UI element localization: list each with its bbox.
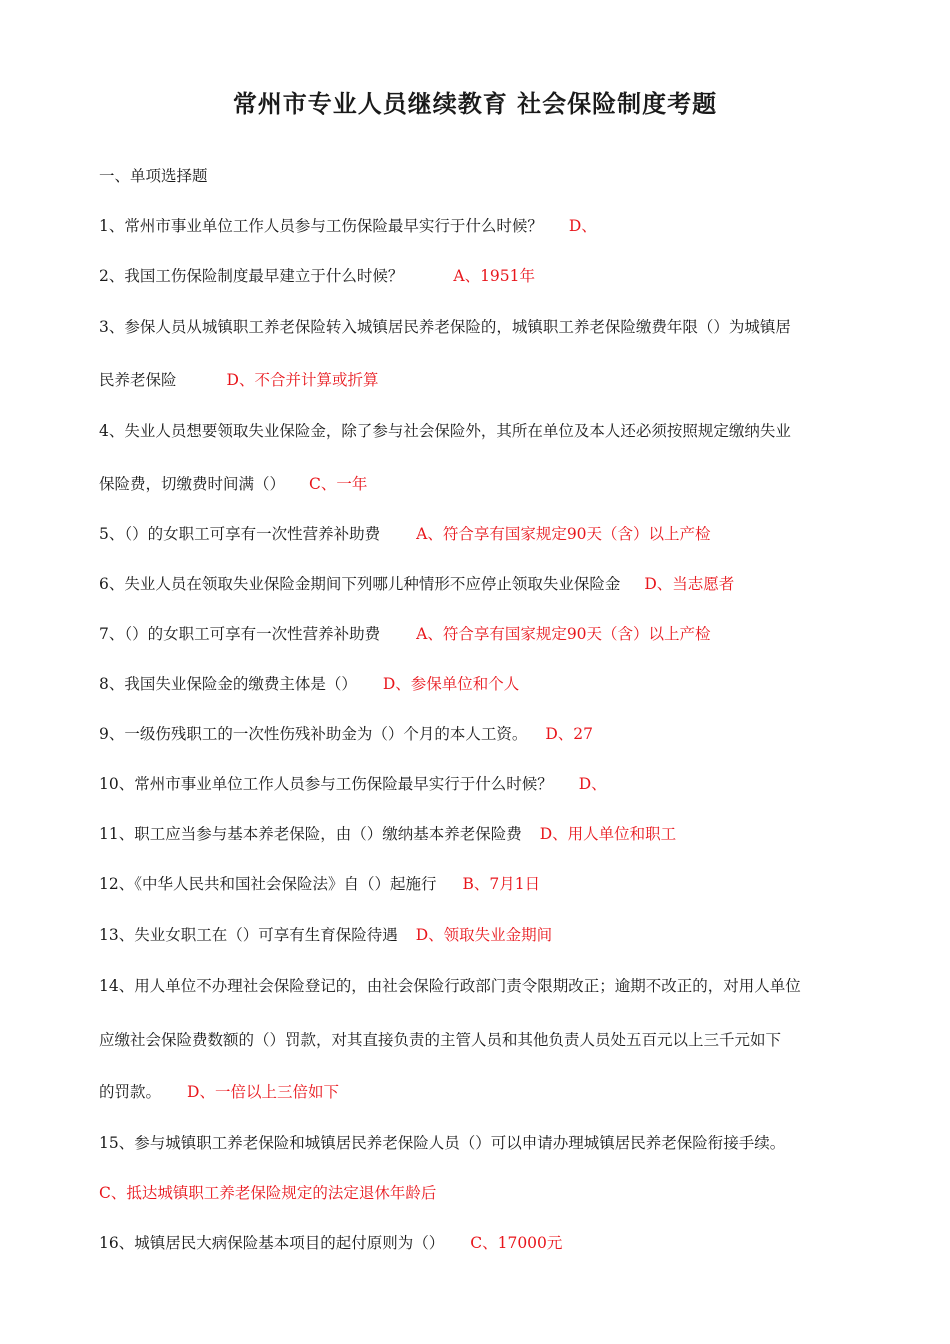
question-3 xyxy=(99,316,855,338)
question-text: 3、参保人员从城镇职工养老保险转入城镇居民养老保险的，城镇职工养老保险缴费年限（）为城镇居 xyxy=(99,318,791,336)
question-text: 10、常州市事业单位工作人员参与工伤保险最早实行于什么时候？ xyxy=(99,775,553,793)
question-12 xyxy=(99,873,855,895)
question-text: 保险费，切缴费时间满（） xyxy=(99,475,286,493)
answer: B、7月1日 xyxy=(462,875,541,893)
question-text: 11、职工应当参与基本养老保险，由（）缴纳基本养老保险费 xyxy=(99,825,522,843)
question-15-answer: C、抵达城镇职工养老保险规定的法定退休年龄后 xyxy=(99,1184,437,1202)
document-title: 常州市专业人员继续教育 社会保险制度考题 xyxy=(232,90,718,118)
question-text: 民养老保险 xyxy=(99,371,177,389)
answer: A、符合享有国家规定90天（含）以上产检 xyxy=(416,525,711,543)
answer: D、领取失业金期间 xyxy=(415,926,553,944)
answer: D、参保单位和个人 xyxy=(382,675,520,693)
question-text: 14、用人单位不办理社会保险登记的，由社会保险行政部门责令限期改正；逾期不改正的，对用人单位 xyxy=(99,977,801,995)
question-text: 4、失业人员想要领取失业保险金，除了参与社会保险外，其所在单位及本人还必须按照规定缴纳失业 xyxy=(99,422,791,440)
answer: D、不合并计算或折算 xyxy=(226,371,379,389)
answer: D、用人单位和职工 xyxy=(539,825,677,843)
question-text: 8、我国失业保险金的缴费主体是（） xyxy=(99,675,357,693)
question-8 xyxy=(99,673,855,695)
question-11 xyxy=(99,823,855,845)
answer: D、一倍以上三倍如下 xyxy=(187,1083,339,1101)
question-text: 15、参与城镇职工养老保险和城镇居民养老保险人员（）可以申请办理城镇居民养老保险衔接手续。 xyxy=(99,1134,786,1152)
question-5 xyxy=(99,523,855,545)
question-text: 2、我国工伤保险制度最早建立于什么时候？ xyxy=(99,267,404,285)
question-7 xyxy=(99,623,855,645)
question-13 xyxy=(99,924,855,946)
question-text: 的罚款。 xyxy=(99,1083,162,1101)
section-heading: 一、单项选择题 xyxy=(99,167,208,185)
answer: D、 xyxy=(568,217,597,235)
answer: C、17000元 xyxy=(470,1234,563,1252)
question-text: 1、常州市事业单位工作人员参与工伤保险最早实行于什么时候？ xyxy=(99,217,543,235)
question-text: 12、《中华人民共和国社会保险法》自（）起施行 xyxy=(99,875,437,893)
question-2 xyxy=(99,265,855,287)
question-15 xyxy=(99,1132,855,1154)
answer: A、符合享有国家规定90天（含）以上产检 xyxy=(416,625,711,643)
question-9 xyxy=(99,723,855,745)
question-3-cont xyxy=(99,369,855,391)
question-text: 16、城镇居民大病保险基本项目的起付原则为（） xyxy=(99,1234,445,1252)
question-6 xyxy=(99,573,855,595)
question-16 xyxy=(99,1232,855,1254)
answer: D、当志愿者 xyxy=(644,575,735,593)
answer: D、27 xyxy=(545,725,594,743)
question-text: 应缴社会保险费数额的（）罚款，对其直接负责的主管人员和其他负责人员处五百元以上三千元如下 xyxy=(99,1031,782,1049)
answer: C、一年 xyxy=(309,475,368,493)
answer: A、1951年 xyxy=(453,267,536,285)
question-text: 13、失业女职工在（）可享有生育保险待遇 xyxy=(99,926,398,944)
question-4-cont xyxy=(99,473,855,495)
answer: D、 xyxy=(578,775,607,793)
question-4 xyxy=(99,420,855,442)
question-1 xyxy=(99,215,855,237)
question-text: 9、一级伤残职工的一次性伤残补助金为（）个月的本人工资。 xyxy=(99,725,528,743)
question-14-cont xyxy=(99,1029,855,1051)
question-10 xyxy=(99,773,855,795)
question-text: 5、（）的女职工可享有一次性营养补助费 xyxy=(99,525,381,543)
question-text: 6、失业人员在领取失业保险金期间下列哪儿种情形不应停止领取失业保险金 xyxy=(99,575,621,593)
question-14-cont2 xyxy=(99,1081,855,1103)
question-14 xyxy=(99,975,855,997)
question-text: 7、（）的女职工可享有一次性营养补助费 xyxy=(99,625,381,643)
